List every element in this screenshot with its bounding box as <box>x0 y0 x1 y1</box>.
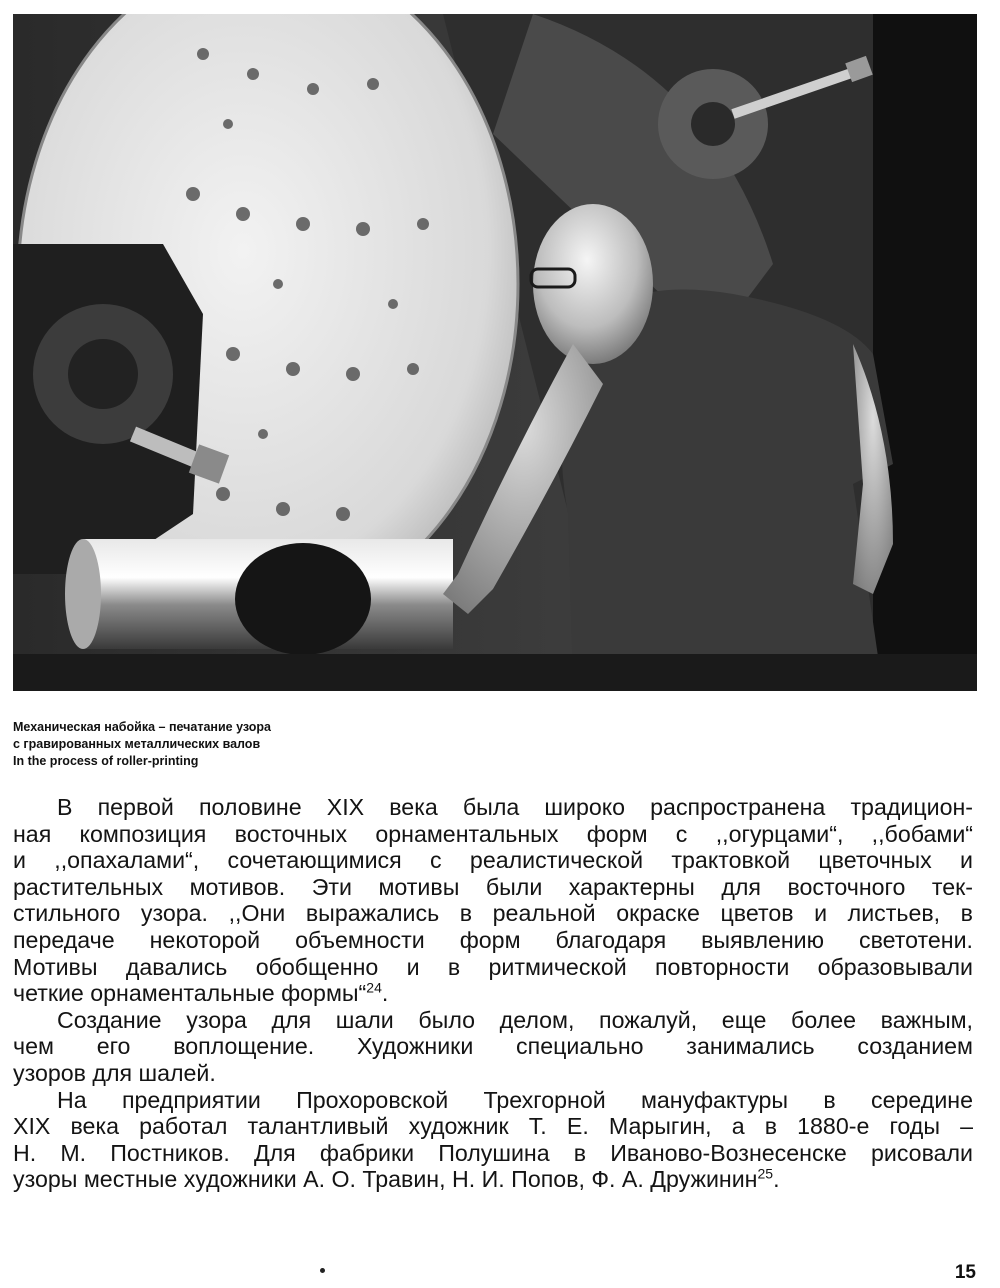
body-text <box>13 794 973 1193</box>
page-number: 15 <box>954 1262 976 1283</box>
text-line: ная композиция восточных орнаментальных форм с ,,огурцами“, ,,бобами“ <box>13 820 973 847</box>
text-line: На предприятии Прохоровской Трехгорной мануфактуры в середине <box>57 1086 973 1113</box>
caption-line-ru-2: с гравированных металлических валов <box>13 737 261 751</box>
text-line: Мотивы давались обобщенно и в ритмической повторности образовывали <box>13 953 973 980</box>
text-line: передаче некоторой объемности форм благодаря выявлению светотени. <box>13 926 973 953</box>
printing-speck <box>320 1268 325 1273</box>
paragraph-3 <box>13 1087 973 1193</box>
text-line: растительных мотивов. Эти мотивы были характерны для восточного тек- <box>13 873 973 900</box>
footnote-ref-24: 24 <box>366 979 382 996</box>
paragraph-2 <box>13 1007 973 1087</box>
caption-line-en: In the process of roller-printing <box>13 754 199 768</box>
text-line: стильного узора. ,,Они выражались в реальной окраске цветов и листьев, в <box>13 900 973 927</box>
text-line: чем его воплощение. Художники специально занимались созданием <box>13 1033 973 1060</box>
text-line: узоры местные художники А. О. Травин, Н. И. Попов, Ф. А. Дружинин$^{25}$. <box>13 1165 780 1193</box>
text-line: Создание узора для шали было делом, пожалуй, еще более важным, <box>57 1006 973 1033</box>
photo-caption <box>13 719 613 770</box>
roller-printing-photo <box>13 14 977 691</box>
text-line: четкие орнаментальные формы“$^{24}$. <box>13 979 389 1007</box>
text-line: В первой половине XIX века была широко распространена традицион- <box>57 794 973 820</box>
text-line: узоров для шалей. <box>13 1059 216 1086</box>
text-line: Н. М. Постников. Для фабрики Полушина в Иваново-Вознесенске рисовали <box>13 1139 973 1166</box>
text-line: XIX века работал талантливый художник Т. Е. Марыгин, а в 1880-е годы – <box>13 1113 973 1140</box>
footnote-ref-25: 25 <box>757 1165 774 1182</box>
caption-line-ru-1: Механическая набойка – печатание узора <box>13 720 272 734</box>
text-line: и ,,опахалами“, сочетающимися с реалистической трактовкой цветочных и <box>13 847 973 874</box>
roller-printing-machine-photo-icon <box>13 14 977 691</box>
paragraph-1 <box>13 794 973 1007</box>
